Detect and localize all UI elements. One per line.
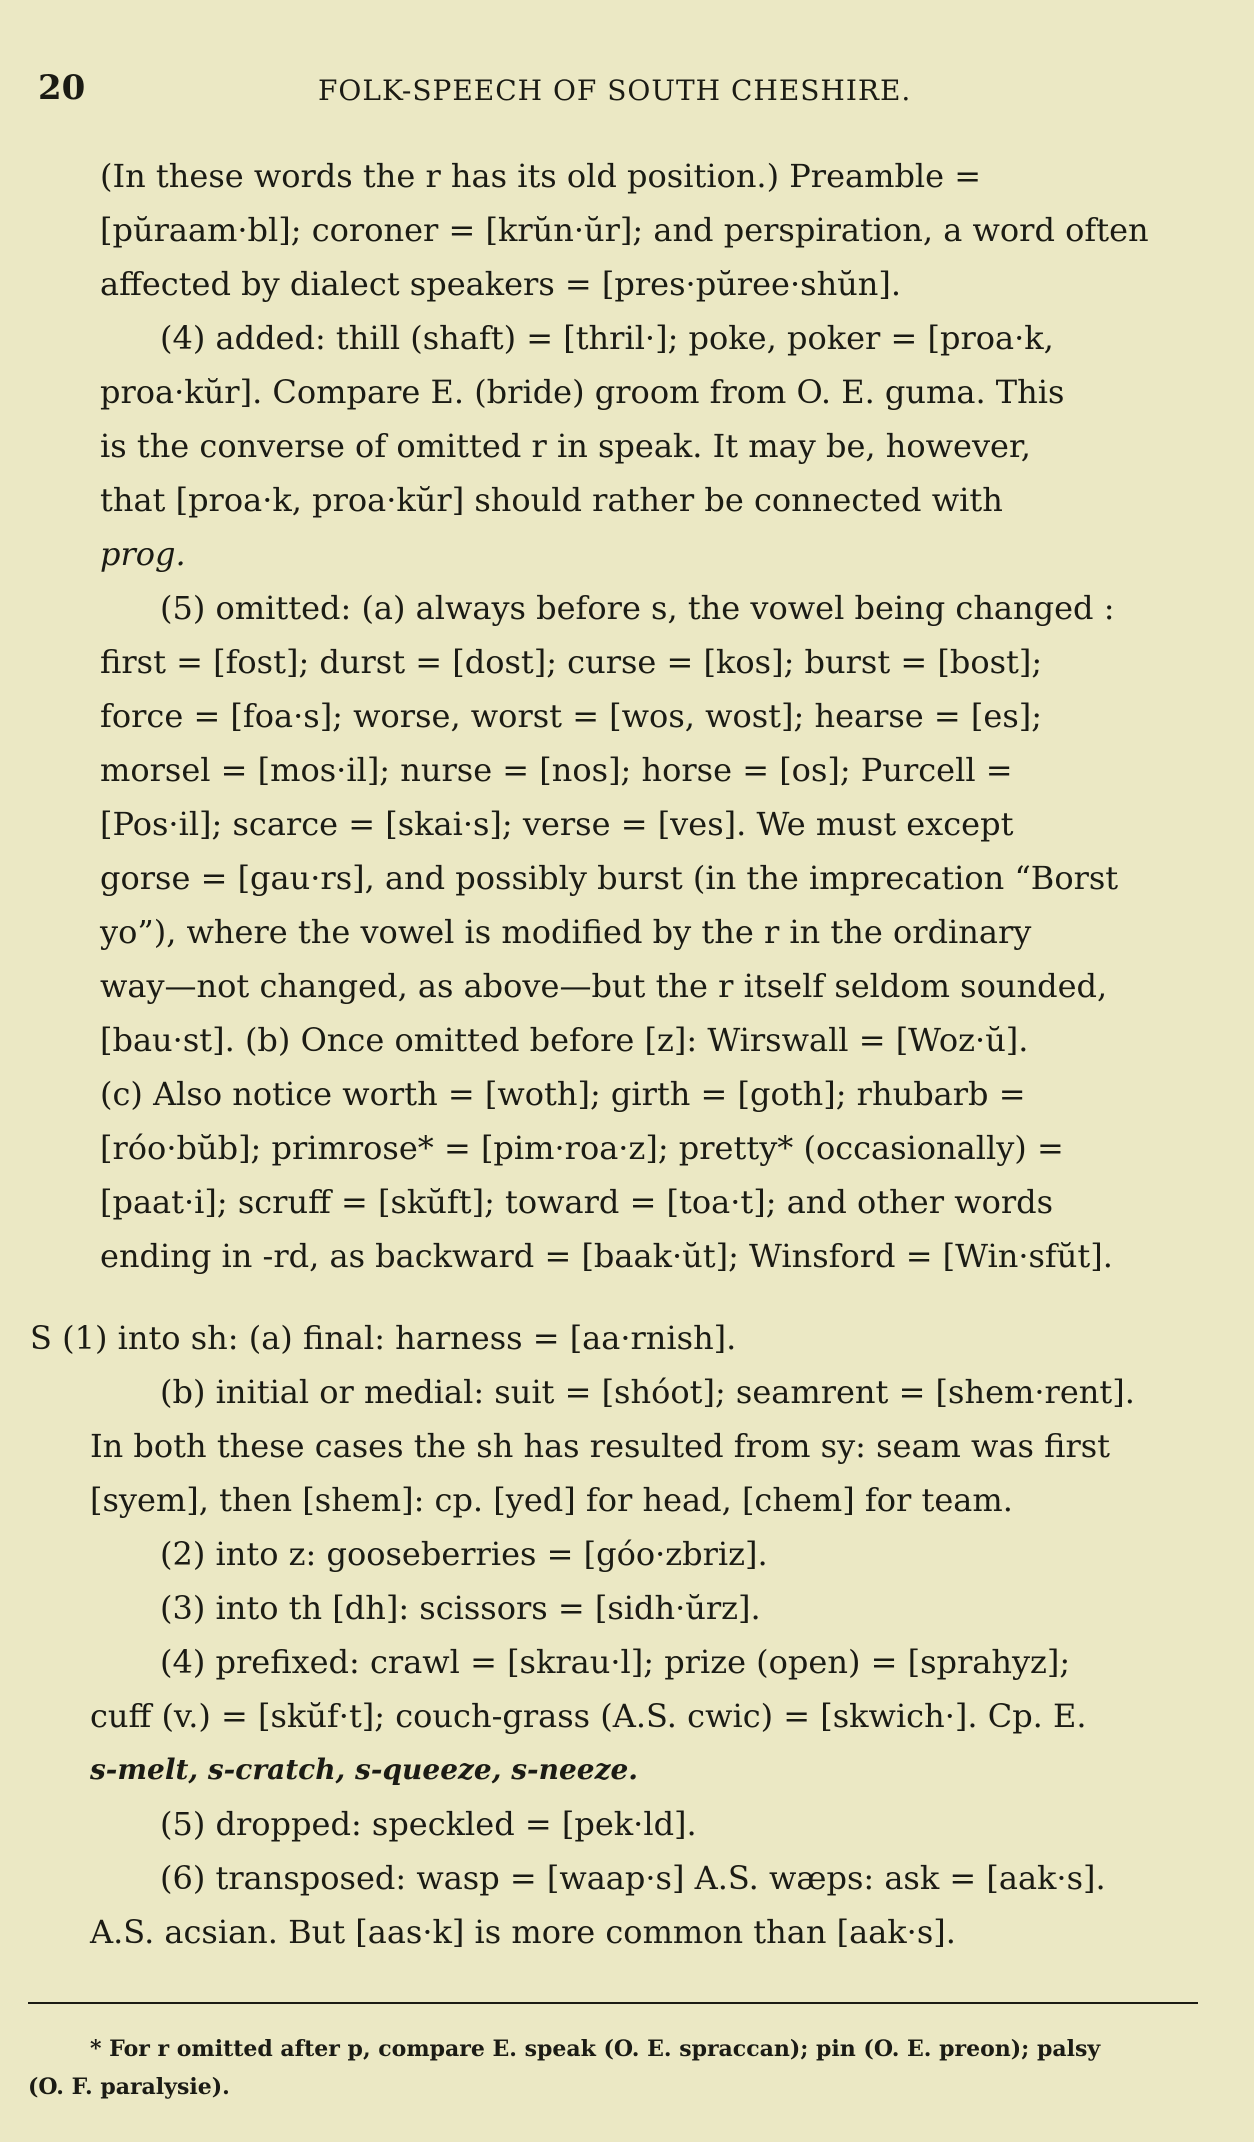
footnote-divider bbox=[28, 2002, 1198, 2004]
text-line: prog. bbox=[100, 535, 186, 573]
text-line: In both these cases the sh has resulted from sy: seam was first bbox=[90, 1427, 1111, 1465]
text-line: [pŭraam·bl]; coroner = [krŭn·ŭr]; and perspiration, a word often bbox=[100, 211, 1149, 249]
text-line: (4) prefixed: crawl = [skrau·l]; prize (open) = [sprahyz]; bbox=[160, 1643, 1071, 1681]
running-title: FOLK-SPEECH OF SOUTH CHESHIRE. bbox=[318, 74, 912, 107]
text-line: first = [fost]; durst = [dost]; curse = [kos]; burst = [bost]; bbox=[100, 643, 1043, 681]
text-line: (2) into z: gooseberries = [góo·zbriz]. bbox=[160, 1535, 768, 1573]
text-line: ending in -rd, as backward = [baak·ŭt]; Winsford = [Win·sfŭt]. bbox=[100, 1237, 1113, 1275]
text-line: affected by dialect speakers = [pres·pŭree·shŭn]. bbox=[100, 265, 902, 303]
text-line: gorse = [gau·rs], and possibly burst (in the imprecation “Borst bbox=[100, 859, 1119, 897]
text-line: proa·kŭr]. Compare E. (bride) groom from O. E. guma. This bbox=[100, 373, 1065, 411]
footnote-line: * For r omitted after p, compare E. speak (O. E. spraccan); pin (O. E. preon); palsy bbox=[90, 2036, 1101, 2062]
text-line: (3) into th [dh]: scissors = [sidh·ŭrz]. bbox=[160, 1589, 761, 1627]
text-line: is the converse of omitted r in speak. It may be, however, bbox=[100, 427, 1031, 465]
text-line: cuff (v.) = [skŭf·t]; couch-grass (A.S. cwic) = [skwich·]. Cp. E. bbox=[90, 1697, 1087, 1735]
footnote-line: (O. F. paralysie). bbox=[28, 2074, 230, 2100]
text-line: (6) transposed: wasp = [waap·s] A.S. wæps: ask = [aak·s]. bbox=[160, 1859, 1106, 1897]
text-line: [paat·i]; scruff = [skŭft]; toward = [toa·t]; and other words bbox=[100, 1183, 1054, 1221]
section-heading-s: S (1) into sh: (a) final: harness = [aa·rnish]. bbox=[30, 1319, 737, 1357]
text-line: (In these words the r has its old position.) Preamble = bbox=[100, 157, 982, 195]
text-line: [bau·st]. (b) Once omitted before [z]: Wirswall = [Woz·ŭ]. bbox=[100, 1021, 1029, 1059]
text-line: yo”), where the vowel is modified by the r in the ordinary bbox=[100, 913, 1032, 951]
text-line: [róo·bŭb]; primrose* = [pim·roa·z]; pretty* (occasionally) = bbox=[100, 1129, 1064, 1167]
text-line: [syem], then [shem]: cp. [yed] for head, [chem] for team. bbox=[90, 1481, 1013, 1519]
text-line: (c) Also notice worth = [woth]; girth = [goth]; rhubarb = bbox=[100, 1075, 1026, 1113]
text-line: (5) dropped: speckled = [pek·ld]. bbox=[160, 1805, 697, 1843]
text-line: (5) omitted: (a) always before s, the vowel being changed : bbox=[160, 589, 1115, 627]
text-line: morsel = [mos·il]; nurse = [nos]; horse = [os]; Purcell = bbox=[100, 751, 1013, 789]
page-number: 20 bbox=[38, 68, 86, 108]
text-line: (b) initial or medial: suit = [shóot]; seamrent = [shem·rent]. bbox=[160, 1373, 1135, 1411]
text-line: A.S. acsian. But [aas·k] is more common than [aak·s]. bbox=[90, 1913, 956, 1951]
page-header bbox=[38, 68, 1214, 116]
text-line: way—not changed, as above—but the r itself seldom sounded, bbox=[100, 967, 1108, 1005]
text-line: s-melt, s-cratch, s-queeze, s-neeze. bbox=[90, 1753, 639, 1786]
text-line: force = [foa·s]; worse, worst = [wos, wost]; hearse = [es]; bbox=[100, 697, 1042, 735]
text-line: [Pos·il]; scarce = [skai·s]; verse = [ves]. We must except bbox=[100, 805, 1014, 843]
text-line: (4) added: thill (shaft) = [thril·]; poke, poker = [proa·k, bbox=[160, 319, 1054, 357]
text-line: that [proa·k, proa·kŭr] should rather be connected with bbox=[100, 481, 1003, 519]
